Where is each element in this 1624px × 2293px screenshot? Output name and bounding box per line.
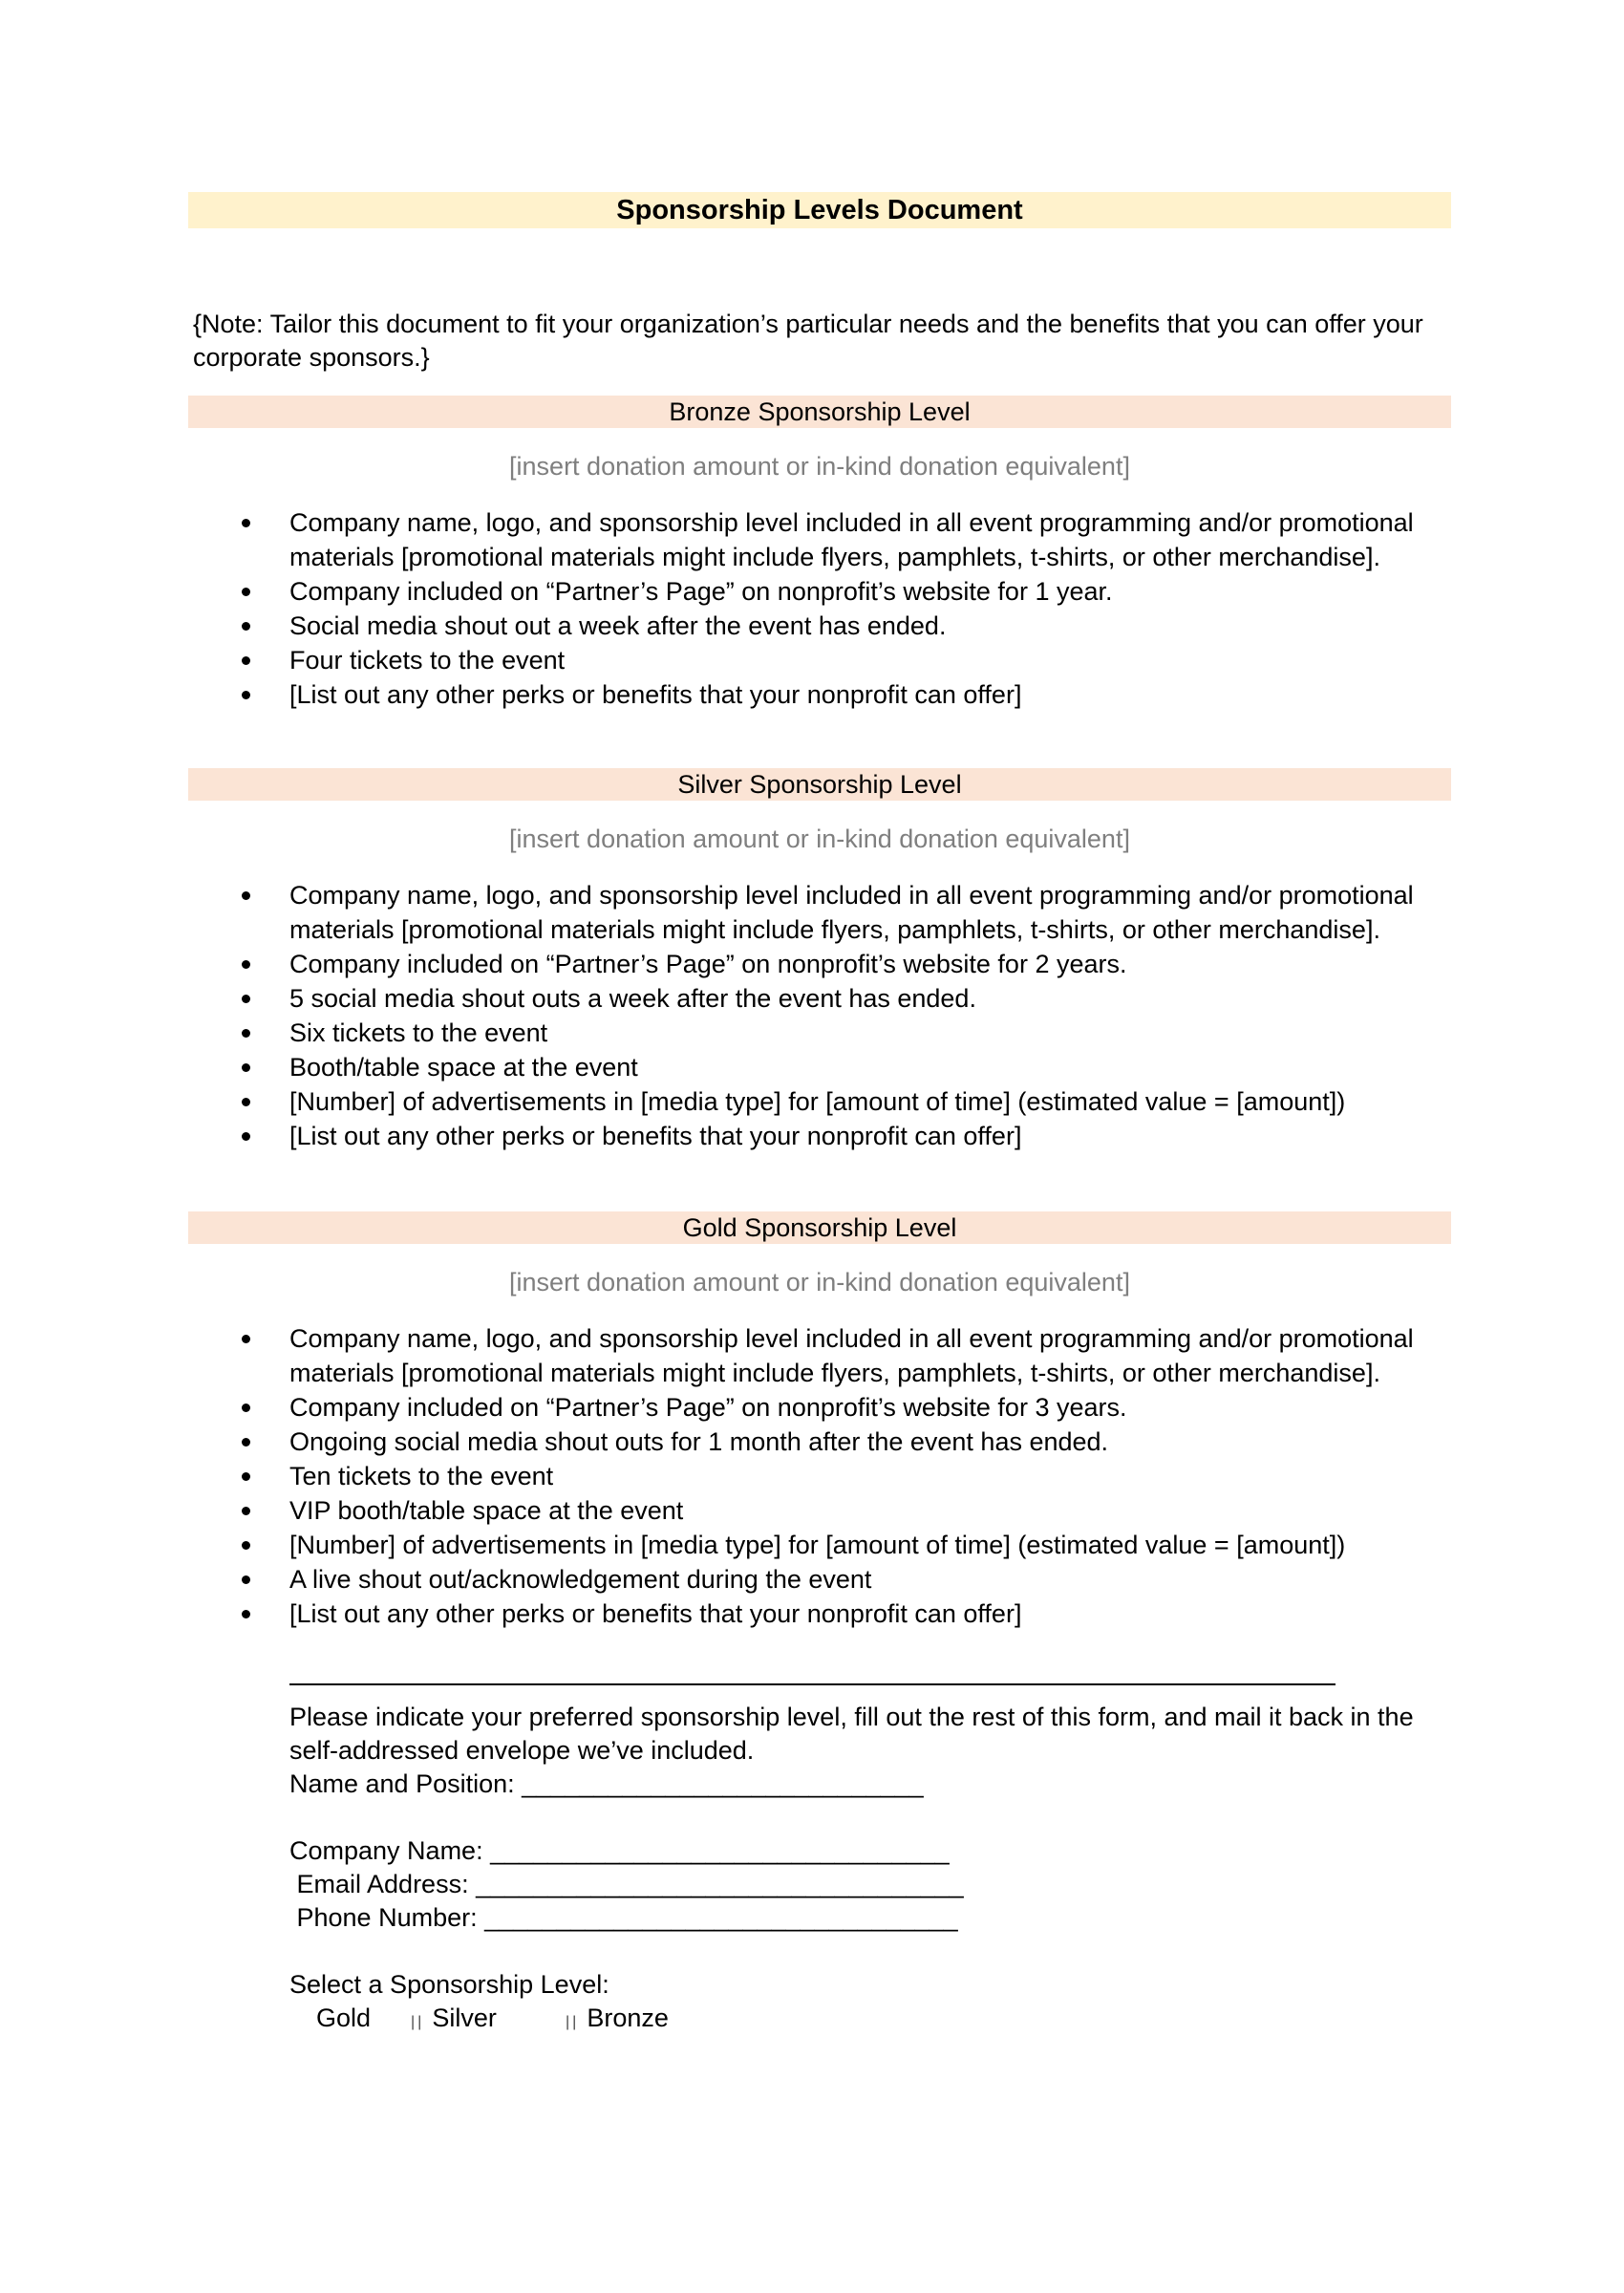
list-item: Company included on “Partner’s Page” on nonprofit’s website for 3 years.: [237, 1390, 1450, 1425]
list-item: [List out any other perks or benefits that your nonprofit can offer]: [237, 1597, 1450, 1631]
silver-amount-placeholder: [insert donation amount or in-kind donation equivalent]: [509, 825, 1130, 853]
list-item: [Number] of advertisements in [media type] for [amount of time] (estimated value = [amount]): [237, 1528, 1450, 1562]
list-item: [List out any other perks or benefits that your nonprofit can offer]: [237, 677, 1450, 712]
list-item: Company included on “Partner’s Page” on nonprofit’s website for 1 year.: [237, 574, 1450, 609]
gold-option[interactable]: [316, 2002, 371, 2035]
list-item: Booth/table space at the event: [237, 1050, 1450, 1084]
list-item: Four tickets to the event: [237, 643, 1450, 677]
silver-benefits-list: [237, 878, 1450, 1153]
name-position-field[interactable]: Name and Position: ____________________________: [289, 1769, 924, 1798]
document-title: Sponsorship Levels Document: [188, 192, 1451, 228]
select-level-label: Select a Sponsorship Level:: [289, 1970, 609, 1999]
silver-option[interactable]: [411, 2002, 497, 2039]
section-divider: [289, 1683, 1336, 1685]
list-item: Company name, logo, and sponsorship level included in all event programming and/or promotional materials [promotional materials might include flyers, pamphlets, t-shirts, or other merchandise].: [237, 878, 1450, 947]
form-instructions: Please indicate your preferred sponsorship level, fill out the rest of this form, and mail it back in the self-addressed envelope we’ve included.: [289, 1703, 1414, 1765]
list-item: A live shout out/acknowledgement during the event: [237, 1562, 1450, 1597]
note-paragraph: {Note: Tailor this document to fit your organization’s particular needs and the benefits that you can offer your corporate sponsors.}: [193, 310, 1423, 372]
option-label: Gold: [316, 2004, 372, 2032]
bronze-benefits-list: [237, 505, 1450, 712]
list-item: Six tickets to the event: [237, 1016, 1450, 1050]
list-item: 5 social media shout outs a week after the event has ended.: [237, 981, 1450, 1016]
option-label: Bronze: [587, 2004, 669, 2032]
company-name-field[interactable]: Company Name: ________________________________: [289, 1836, 950, 1865]
checkbox-icon: ||: [566, 2014, 580, 2030]
gold-amount-placeholder: [insert donation amount or in-kind donation equivalent]: [509, 1268, 1130, 1297]
bronze-level-heading: Bronze Sponsorship Level: [188, 396, 1451, 428]
gold-level-heading: Gold Sponsorship Level: [188, 1211, 1451, 1244]
checkbox-icon: ||: [411, 2014, 425, 2030]
silver-level-heading: Silver Sponsorship Level: [188, 768, 1451, 801]
list-item: Ten tickets to the event: [237, 1459, 1450, 1493]
list-item: Company included on “Partner’s Page” on nonprofit’s website for 2 years.: [237, 947, 1450, 981]
list-item: Ongoing social media shout outs for 1 month after the event has ended.: [237, 1425, 1450, 1459]
list-item: [List out any other perks or benefits that your nonprofit can offer]: [237, 1119, 1450, 1153]
bronze-amount-placeholder: [insert donation amount or in-kind donation equivalent]: [509, 452, 1130, 481]
phone-number-field[interactable]: Phone Number: _________________________________: [289, 1903, 958, 1932]
list-item: VIP booth/table space at the event: [237, 1493, 1450, 1528]
list-item: Company name, logo, and sponsorship level included in all event programming and/or promotional materials [promotional materials might include flyers, pamphlets, t-shirts, or other merchandise].: [237, 1321, 1450, 1390]
option-label: Silver: [432, 2004, 497, 2032]
list-item: Company name, logo, and sponsorship level included in all event programming and/or promotional materials [promotional materials might include flyers, pamphlets, t-shirts, or other merchandise].: [237, 505, 1450, 574]
gold-benefits-list: [237, 1321, 1450, 1631]
bronze-option[interactable]: [566, 2002, 669, 2039]
list-item: Social media shout out a week after the event has ended.: [237, 609, 1450, 643]
list-item: [Number] of advertisements in [media type] for [amount of time] (estimated value = [amount]): [237, 1084, 1450, 1119]
email-address-field[interactable]: Email Address: __________________________________: [289, 1870, 964, 1898]
